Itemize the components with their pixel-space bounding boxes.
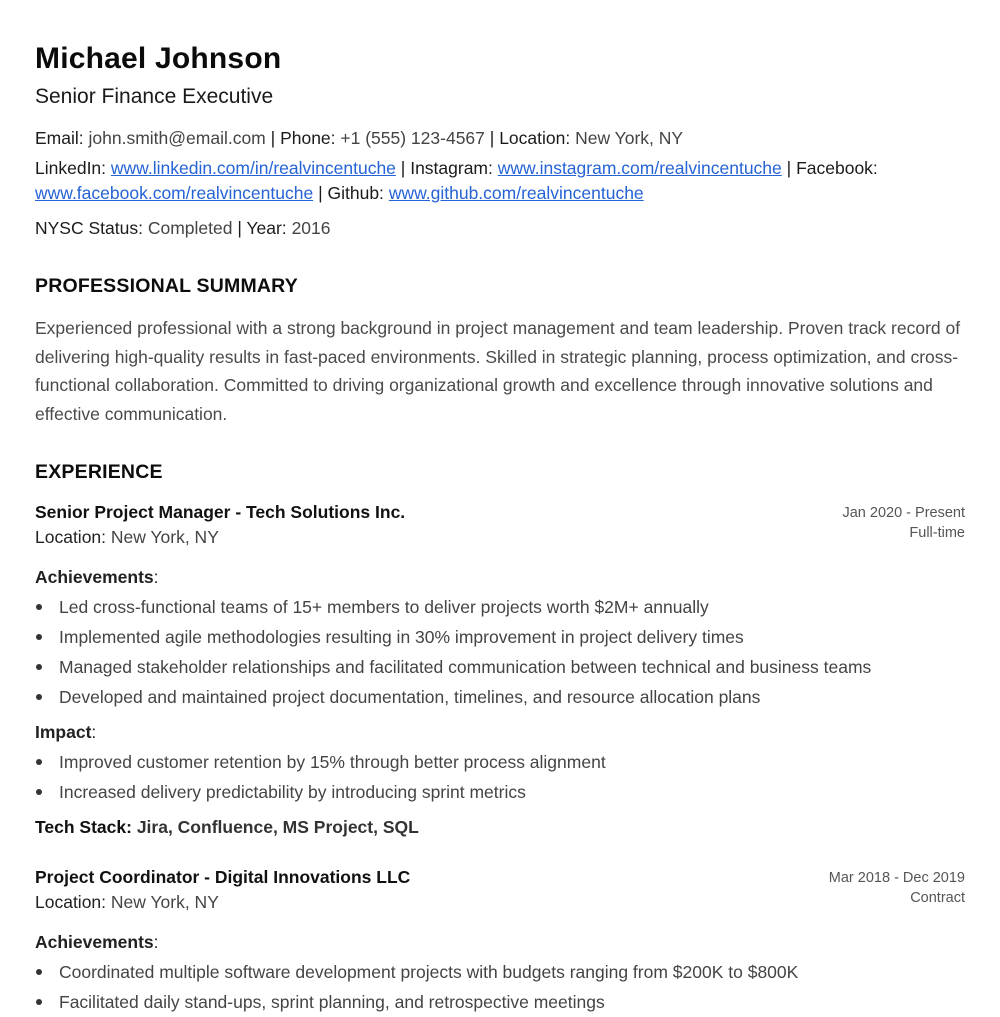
year-label: Year: <box>246 218 287 238</box>
year-value: 2016 <box>291 218 331 238</box>
nysc-line <box>35 216 965 241</box>
separator: | <box>489 128 495 148</box>
instagram-label: Instagram: <box>410 158 493 178</box>
tech-stack <box>35 817 419 838</box>
list-item-text: Increased delivery predictability by introducing sprint metrics <box>59 782 526 802</box>
location-value: New York, NY <box>575 128 684 148</box>
job-location <box>35 527 219 548</box>
list-item <box>35 622 965 652</box>
email-label: Email: <box>35 128 84 148</box>
achievements-label-text: Achievements <box>35 567 154 587</box>
separator: | <box>400 158 406 178</box>
bullet-icon <box>36 789 42 795</box>
github-link[interactable]: www.github.com/realvincentuche <box>388 183 644 203</box>
bullet-icon <box>36 604 42 610</box>
contact-line-primary <box>35 126 965 151</box>
list-item <box>35 987 965 1017</box>
job-dates: Mar 2018 - Dec 2019 <box>828 870 965 886</box>
achievements-label: Achievements: <box>35 932 159 952</box>
list-item <box>35 957 965 987</box>
impact-label: Impact: <box>35 722 97 742</box>
list-item <box>35 747 965 777</box>
candidate-name: Michael Johnson <box>35 42 282 75</box>
nysc-status: Completed <box>147 218 233 238</box>
list-item <box>35 682 965 712</box>
impact-label-text: Impact <box>35 722 92 742</box>
email-value: john.smith@email.com <box>88 128 266 148</box>
list-item <box>35 777 965 807</box>
tech-stack-label: Tech Stack: <box>35 817 132 837</box>
summary-heading: PROFESSIONAL SUMMARY <box>35 275 298 297</box>
tech-stack-value: Jira, Confluence, MS Project, SQL <box>136 817 419 837</box>
job-type: Full-time <box>909 525 965 541</box>
list-item-text: Managed stakeholder relationships and facilitated communication between technical and business teams <box>59 657 872 677</box>
list-item <box>35 592 965 622</box>
job-location-label: Location: <box>35 892 107 912</box>
list-item <box>35 652 965 682</box>
linkedin-link[interactable]: www.linkedin.com/in/realvincentuche <box>110 158 396 178</box>
job-location-value: New York, NY <box>110 527 219 547</box>
achievements-label-text: Achievements <box>35 932 154 952</box>
separator: | <box>237 218 242 238</box>
job-title: Project Coordinator - Digital Innovations LLC <box>35 867 411 887</box>
experience-heading: EXPERIENCE <box>35 461 163 483</box>
achievements-list <box>35 957 965 1017</box>
list-item-text: Facilitated daily stand-ups, sprint planning, and retrospective meetings <box>59 992 605 1012</box>
list-item-text: Coordinated multiple software development projects with budgets ranging from $200K to $800K <box>59 962 799 982</box>
bullet-icon <box>36 969 42 975</box>
list-item-text: Implemented agile methodologies resulting in 30% improvement in project delivery times <box>59 627 744 647</box>
github-label: Github: <box>327 183 384 203</box>
bullet-icon <box>36 694 42 700</box>
bullet-icon <box>36 664 42 670</box>
separator: | <box>786 158 792 178</box>
nysc-label: NYSC Status: <box>35 218 143 238</box>
candidate-title: Senior Finance Executive <box>35 85 274 108</box>
job-location <box>35 892 219 913</box>
job-title: Senior Project Manager - Tech Solutions Inc. <box>35 502 406 522</box>
linkedin-label: LinkedIn: <box>35 158 107 178</box>
separator: | <box>270 128 276 148</box>
job-type: Contract <box>910 890 965 906</box>
phone-value: +1 (555) 123-4567 <box>340 128 485 148</box>
facebook-label: Facebook: <box>796 158 878 178</box>
instagram-link[interactable]: www.instagram.com/realvincentuche <box>497 158 782 178</box>
facebook-link[interactable]: www.facebook.com/realvincentuche <box>35 183 314 203</box>
phone-label: Phone: <box>280 128 336 148</box>
bullet-icon <box>36 759 42 765</box>
list-item-text: Led cross-functional teams of 15+ members to deliver projects worth $2M+ annually <box>59 597 709 617</box>
impact-list <box>35 747 965 807</box>
job-location-label: Location: <box>35 527 107 547</box>
list-item-text: Developed and maintained project documentation, timelines, and resource allocation plans <box>59 687 761 707</box>
list-item-text: Improved customer retention by 15% through better process alignment <box>59 752 606 772</box>
job-location-value: New York, NY <box>110 892 219 912</box>
bullet-icon <box>36 999 42 1005</box>
achievements-list <box>35 592 965 712</box>
bullet-icon <box>36 634 42 640</box>
separator: | <box>318 183 323 203</box>
job-dates: Jan 2020 - Present <box>842 505 965 521</box>
contact-line-social <box>35 156 965 206</box>
achievements-label: Achievements: <box>35 567 159 587</box>
summary-text: Experienced professional with a strong background in project management and team leadership. Proven track record of delivering high-quality results in fast-paced environments. Skilled in strategic planning, process optimization, and cross-functional collaboration. Committed to driving organizational growth and excellence through innovative solutions and effective communication. <box>35 318 961 424</box>
location-label: Location: <box>499 128 571 148</box>
